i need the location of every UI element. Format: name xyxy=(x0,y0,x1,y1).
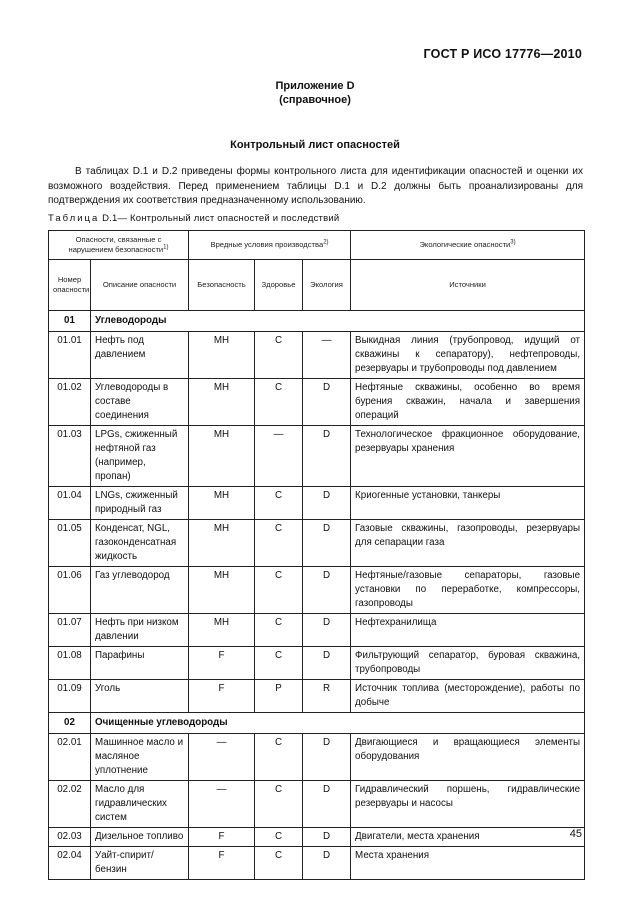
safety-code: МН xyxy=(189,379,255,426)
health-code: С xyxy=(255,567,303,614)
header-harmful-conditions: Вредные условия производства$^{2)}$ xyxy=(189,231,351,260)
hazard-number: 01.01 xyxy=(49,332,91,379)
health-code: С xyxy=(255,734,303,781)
health-code: С xyxy=(255,379,303,426)
group-row xyxy=(49,311,585,332)
hazard-description: Масло для гидравлических систем xyxy=(91,781,189,828)
ecology-code: — xyxy=(303,332,351,379)
safety-code: F xyxy=(189,828,255,847)
table-row xyxy=(49,426,585,487)
header-eco-hazards: Экологические опасности$^{3)}$ xyxy=(351,231,585,260)
hazard-number: 02.02 xyxy=(49,781,91,828)
hazard-description: LNGs, сжиженный природный газ xyxy=(91,487,189,520)
health-code: С xyxy=(255,781,303,828)
ecology-code: D xyxy=(303,520,351,567)
group-title: Углеводороды xyxy=(91,311,585,332)
health-code: С xyxy=(255,614,303,647)
hazard-sources: Фильтрующий сепаратор, буровая скважина, трубопроводы xyxy=(351,647,585,680)
hazard-sources: Нефтяные/газовые сепараторы, газовые установки по переработке, компрессоры, газопроводы xyxy=(351,567,585,614)
hazard-number: 02.03 xyxy=(49,828,91,847)
safety-code: МН xyxy=(189,487,255,520)
hazard-sources: Гидравлический поршень, гидравлические резервуары и насосы xyxy=(351,781,585,828)
table-row xyxy=(49,781,585,828)
health-code: С xyxy=(255,332,303,379)
header-sources: Источники xyxy=(351,260,585,311)
section-title: Контрольный лист опасностей xyxy=(230,139,400,151)
ecology-code: D xyxy=(303,734,351,781)
appendix-subtitle: (справочное) xyxy=(279,94,351,106)
hazard-number: 01.09 xyxy=(49,680,91,713)
table-row xyxy=(49,332,585,379)
hazard-sources: Газовые скважины, газопроводы, резервуары для сепарации газа xyxy=(351,520,585,567)
group-code: 02 xyxy=(49,713,91,734)
caption-prefix: Таблица xyxy=(48,213,100,224)
safety-code: МН xyxy=(189,332,255,379)
hazard-description: Нефть при низком давлении xyxy=(91,614,189,647)
safety-code: F xyxy=(189,847,255,880)
safety-code: — xyxy=(189,734,255,781)
table-row xyxy=(49,614,585,647)
table-row xyxy=(49,734,585,781)
header-ecology: Экология xyxy=(303,260,351,311)
hazard-sources: Нефтехранилища xyxy=(351,614,585,647)
table-row xyxy=(49,847,585,880)
hazard-description: Газ углеводород xyxy=(91,567,189,614)
hazard-number: 01.05 xyxy=(49,520,91,567)
header-number: Номер опасности xyxy=(49,260,91,311)
health-code: С xyxy=(255,520,303,567)
safety-code: F xyxy=(189,680,255,713)
hazard-number: 02.01 xyxy=(49,734,91,781)
hazard-description: Дизельное топливо xyxy=(91,828,189,847)
ecology-code: D xyxy=(303,426,351,487)
hazard-description: Парафины xyxy=(91,647,189,680)
table-row xyxy=(49,828,585,847)
header-description: Описание опасности xyxy=(91,260,189,311)
hazard-sources: Места хранения xyxy=(351,847,585,880)
health-code: С xyxy=(255,487,303,520)
hazard-description: LPGs, сжиженный нефтяной газ (например, пропан) xyxy=(91,426,189,487)
ecology-code: D xyxy=(303,567,351,614)
safety-code: МН xyxy=(189,520,255,567)
safety-code: F xyxy=(189,647,255,680)
hazard-sources: Двигатели, места хранения xyxy=(351,828,585,847)
table-row xyxy=(49,567,585,614)
table-body xyxy=(49,311,585,880)
ecology-code: D xyxy=(303,781,351,828)
safety-code: МН xyxy=(189,614,255,647)
health-code: С xyxy=(255,828,303,847)
hazard-table xyxy=(48,230,585,880)
safety-code: МН xyxy=(189,567,255,614)
hazard-number: 02.04 xyxy=(49,847,91,880)
page-number: 45 xyxy=(569,828,582,840)
caption-text: — Контрольный лист опасностей и последствий xyxy=(117,213,340,224)
table-row xyxy=(49,647,585,680)
hazard-description: Нефть под давлением xyxy=(91,332,189,379)
health-code: Р xyxy=(255,680,303,713)
hazard-description: Уайт-спирит/ бензин xyxy=(91,847,189,880)
health-code: — xyxy=(255,426,303,487)
hazard-number: 01.08 xyxy=(49,647,91,680)
hazard-description: Конденсат, NGL, газоконденсатная жидкость xyxy=(91,520,189,567)
health-code: С xyxy=(255,847,303,880)
hazard-sources: Источник топлива (месторождение), работы по добыче xyxy=(351,680,585,713)
appendix-title: Приложение D xyxy=(275,80,355,92)
standard-code: ГОСТ Р ИСО 17776—2010 xyxy=(423,47,582,61)
header-health: Здоровье xyxy=(255,260,303,311)
table-caption xyxy=(48,213,339,224)
hazard-sources: Выкидная линия (трубопровод, идущий от скважины к сепаратору), нефтепроводы, резервуары и трубопроводы под давлением xyxy=(351,332,585,379)
table-row xyxy=(49,379,585,426)
caption-number: D.1 xyxy=(102,213,118,224)
hazard-sources: Нефтяные скважины, особенно во время бурения скважин, начала и завершения операций xyxy=(351,379,585,426)
group-code: 01 xyxy=(49,311,91,332)
safety-code: — xyxy=(189,781,255,828)
group-title: Очищенные углеводороды xyxy=(91,713,585,734)
ecology-code: R xyxy=(303,680,351,713)
ecology-code: D xyxy=(303,828,351,847)
table-row xyxy=(49,680,585,713)
ecology-code: D xyxy=(303,379,351,426)
hazard-sources: Криогенные установки, танкеры xyxy=(351,487,585,520)
hazard-number: 01.06 xyxy=(49,567,91,614)
hazard-sources: Двигающиеся и вращающиеся элементы оборудования xyxy=(351,734,585,781)
hazard-description: Машинное масло и масляное уплотнение xyxy=(91,734,189,781)
group-row xyxy=(49,713,585,734)
hazard-number: 01.03 xyxy=(49,426,91,487)
table-row xyxy=(49,520,585,567)
ecology-code: D xyxy=(303,487,351,520)
ecology-code: D xyxy=(303,647,351,680)
hazard-number: 01.04 xyxy=(49,487,91,520)
hazard-number: 01.07 xyxy=(49,614,91,647)
header-safety: Безопасность xyxy=(189,260,255,311)
ecology-code: D xyxy=(303,614,351,647)
safety-code: МН xyxy=(189,426,255,487)
intro-paragraph: В таблицах D.1 и D.2 приведены формы контрольного листа для идентификации опасностей и оценки их возможного воздействия. Перед применением таблицы D.1 и D.2 должны быть проанализированы для подтверждения их соответствия предназначенному использованию. xyxy=(48,166,583,206)
ecology-code: D xyxy=(303,847,351,880)
hazard-description: Уголь xyxy=(91,680,189,713)
hazard-number: 01.02 xyxy=(49,379,91,426)
health-code: С xyxy=(255,647,303,680)
hazard-description: Углеводороды в составе соединения xyxy=(91,379,189,426)
header-safety-hazards: Опасности, связанные с нарушением безопасности$^{1)}$ xyxy=(49,231,189,260)
table-row xyxy=(49,487,585,520)
hazard-sources: Технологическое фракционное оборудование, резервуары хранения xyxy=(351,426,585,487)
